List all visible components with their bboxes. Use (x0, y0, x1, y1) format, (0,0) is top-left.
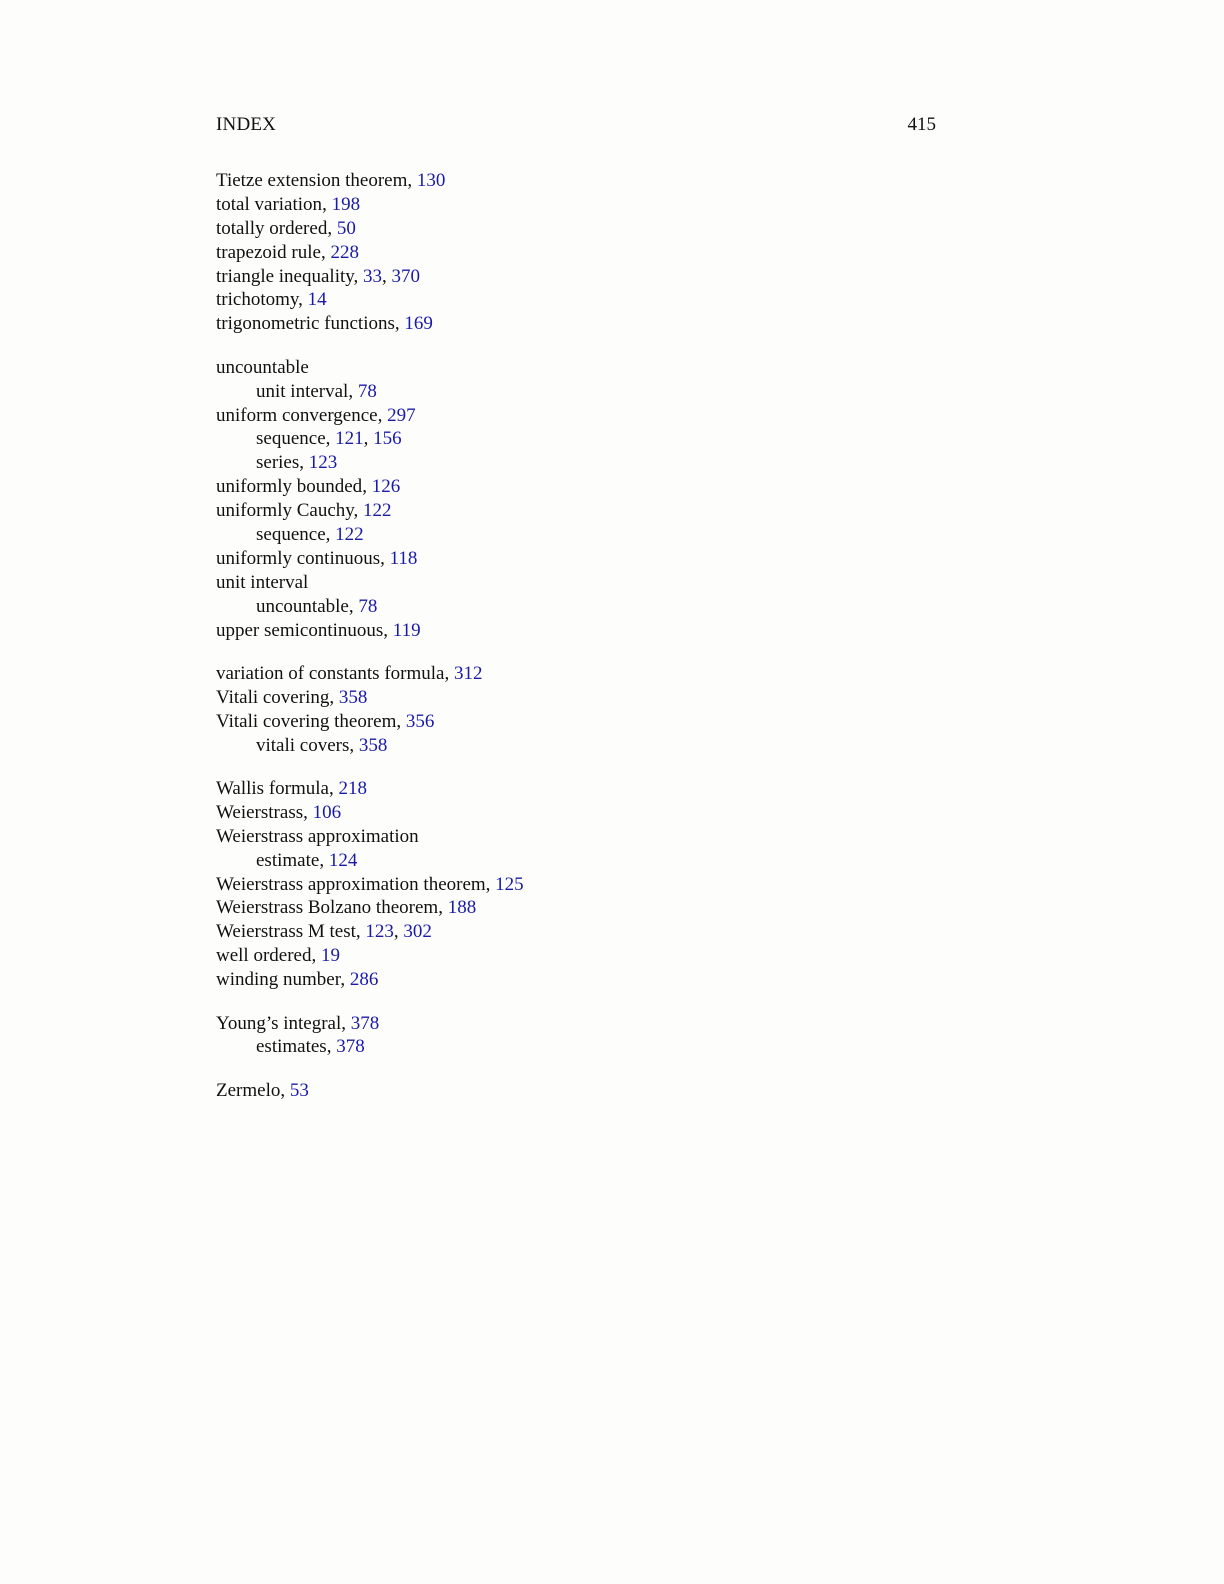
index-letter-group (216, 356, 936, 643)
page-reference-link[interactable]: 297 (387, 404, 416, 426)
index-term: Weierstrass Bolzano theorem (216, 897, 439, 919)
index-term: Wallis formula (216, 777, 329, 799)
index-subentry: sequence, 122 (256, 523, 364, 545)
page-reference-link[interactable]: 302 (403, 921, 432, 943)
page-reference-link[interactable]: 169 (404, 313, 433, 335)
index-term: trigonometric functions (216, 313, 395, 335)
index-term: totally ordered (216, 217, 328, 239)
index-term: vitali covers (256, 734, 350, 756)
index-entry: uniform convergence, 297 (216, 404, 416, 426)
page-reference-link[interactable]: 122 (335, 523, 364, 545)
index-term: variation of constants formula (216, 662, 445, 684)
index-entry: well ordered, 19 (216, 945, 340, 967)
index-entry: totally ordered, 50 (216, 217, 356, 239)
page-reference-link[interactable]: 78 (358, 595, 378, 617)
page-reference-link[interactable]: 228 (330, 241, 359, 263)
index-entry: uniformly continuous, 118 (216, 547, 418, 569)
page-reference-link[interactable]: 78 (357, 380, 377, 402)
page-reference-link[interactable]: 358 (338, 686, 368, 708)
index-term: uniformly continuous (216, 547, 381, 569)
index-term: uniform convergence (216, 404, 378, 426)
index-term: estimate (256, 849, 320, 871)
index-entry: uniformly bounded, 126 (216, 476, 401, 498)
page-reference-link[interactable]: 356 (405, 710, 435, 732)
page-reference-link[interactable]: 14 (307, 289, 327, 311)
page-reference-link[interactable]: 19 (320, 945, 340, 967)
page-reference-link[interactable]: 188 (447, 897, 477, 919)
page-reference-link[interactable]: 378 (336, 1036, 365, 1058)
index-entry: Weierstrass, 106 (216, 801, 342, 823)
index-term: estimates (256, 1036, 327, 1058)
index-term: Weierstrass (216, 801, 304, 823)
index-entry: trichotomy, 14 (216, 289, 327, 311)
page-reference-link[interactable]: 370 (391, 265, 421, 287)
index-subentry: unit interval, 78 (256, 380, 377, 402)
index-term: Weierstrass approximation (216, 825, 419, 847)
index-term: uncountable (256, 595, 349, 617)
page-reference-link[interactable]: 106 (312, 801, 342, 823)
index-entry: Tietze extension theorem, 130 (216, 170, 446, 191)
page-reference-link[interactable]: 121 (335, 428, 364, 450)
page-reference-link[interactable]: 53 (289, 1079, 309, 1101)
index-term: Young’s integral (216, 1012, 342, 1034)
page-reference-link[interactable]: 50 (336, 217, 356, 239)
index-term: sequence (256, 523, 326, 545)
page-reference-link[interactable]: 118 (389, 547, 418, 569)
page-reference-link[interactable]: 119 (392, 619, 421, 641)
page-reference-link[interactable]: 156 (373, 428, 402, 450)
index-term: Tietze extension theorem (216, 170, 408, 191)
page-reference-link[interactable]: 126 (371, 476, 401, 498)
index-term: uniformly Cauchy (216, 500, 354, 522)
page-number: 415 (907, 114, 936, 135)
index-term: total variation (216, 193, 323, 215)
page-reference-link[interactable]: 198 (331, 193, 361, 215)
index-term: upper semicontinuous (216, 619, 384, 641)
index-term: uncountable (216, 356, 309, 378)
index-entry (216, 571, 936, 595)
index-term: trichotomy (216, 289, 299, 311)
index-entry: trigonometric functions, 169 (216, 313, 433, 335)
index-subentry: estimate, 124 (256, 849, 358, 871)
index-subentry: vitali covers, 358 (256, 734, 388, 756)
index-term: Weierstrass M test (216, 921, 356, 943)
index-letter-group (216, 1079, 936, 1103)
index-entry: Weierstrass Bolzano theorem, 188 (216, 897, 477, 919)
index-term: Zermelo (216, 1079, 281, 1101)
index-term: series (256, 452, 300, 474)
index-term: unit interval (256, 380, 349, 402)
index-term: sequence (256, 428, 326, 450)
index-term: well ordered (216, 945, 312, 967)
index-entry: variation of constants formula, 312 (216, 662, 483, 684)
page-reference-link[interactable]: 286 (349, 969, 379, 991)
index-letter-group (216, 1012, 936, 1060)
index-term: trapezoid rule (216, 241, 321, 263)
index-subentry: uncountable, 78 (256, 595, 378, 617)
page-reference-link[interactable]: 218 (338, 777, 367, 799)
index-entry (216, 356, 936, 380)
index-entry: total variation, 198 (216, 193, 361, 215)
index-entry: Young’s integral, 378 (216, 1012, 380, 1034)
index-list (216, 169, 936, 1122)
page-reference-link[interactable]: 122 (363, 500, 392, 522)
index-entry (216, 825, 936, 849)
index-letter-group (216, 662, 936, 758)
index-term: unit interval (216, 571, 309, 593)
page-reference-link[interactable]: 358 (358, 734, 388, 756)
index-entry: winding number, 286 (216, 969, 379, 991)
index-entry: Weierstrass approximation theorem, 125 (216, 873, 524, 895)
index-entry: upper semicontinuous, 119 (216, 619, 421, 641)
page-reference-link[interactable]: 124 (328, 849, 358, 871)
index-term: Vitali covering (216, 686, 330, 708)
index-entry: Zermelo, 53 (216, 1079, 309, 1101)
page-reference-link[interactable]: 378 (350, 1012, 380, 1034)
index-entry: trapezoid rule, 228 (216, 241, 359, 263)
running-head (216, 113, 936, 137)
index-term: Vitali covering theorem (216, 710, 397, 732)
page-reference-link[interactable]: 123 (308, 452, 338, 474)
index-entry: uniformly Cauchy, 122 (216, 500, 392, 522)
index-subentry: estimates, 378 (256, 1036, 365, 1058)
index-entry: Vitali covering, 358 (216, 686, 368, 708)
page-reference-link[interactable]: 125 (495, 873, 524, 895)
index-term: Weierstrass approximation theorem (216, 873, 486, 895)
running-title: INDEX (216, 114, 277, 135)
index-subentry: series, 123 (256, 452, 338, 474)
index-letter-group (216, 777, 936, 992)
index-subentry: sequence, 121, 156 (256, 428, 402, 450)
index-entry: Wallis formula, 218 (216, 777, 367, 799)
page-reference-link[interactable]: 33 (363, 265, 383, 287)
page-reference-link[interactable]: 130 (416, 170, 446, 191)
index-term: triangle inequality (216, 265, 354, 287)
page-reference-link[interactable]: 123 (365, 921, 394, 943)
index-term: winding number (216, 969, 341, 991)
index-entry: triangle inequality, 33, 370 (216, 265, 421, 287)
index-letter-group (216, 169, 936, 336)
index-entry: Vitali covering theorem, 356 (216, 710, 435, 732)
page-reference-link[interactable]: 312 (453, 662, 483, 684)
index-term: uniformly bounded (216, 476, 363, 498)
index-entry: Weierstrass M test, 123, 302 (216, 921, 432, 943)
